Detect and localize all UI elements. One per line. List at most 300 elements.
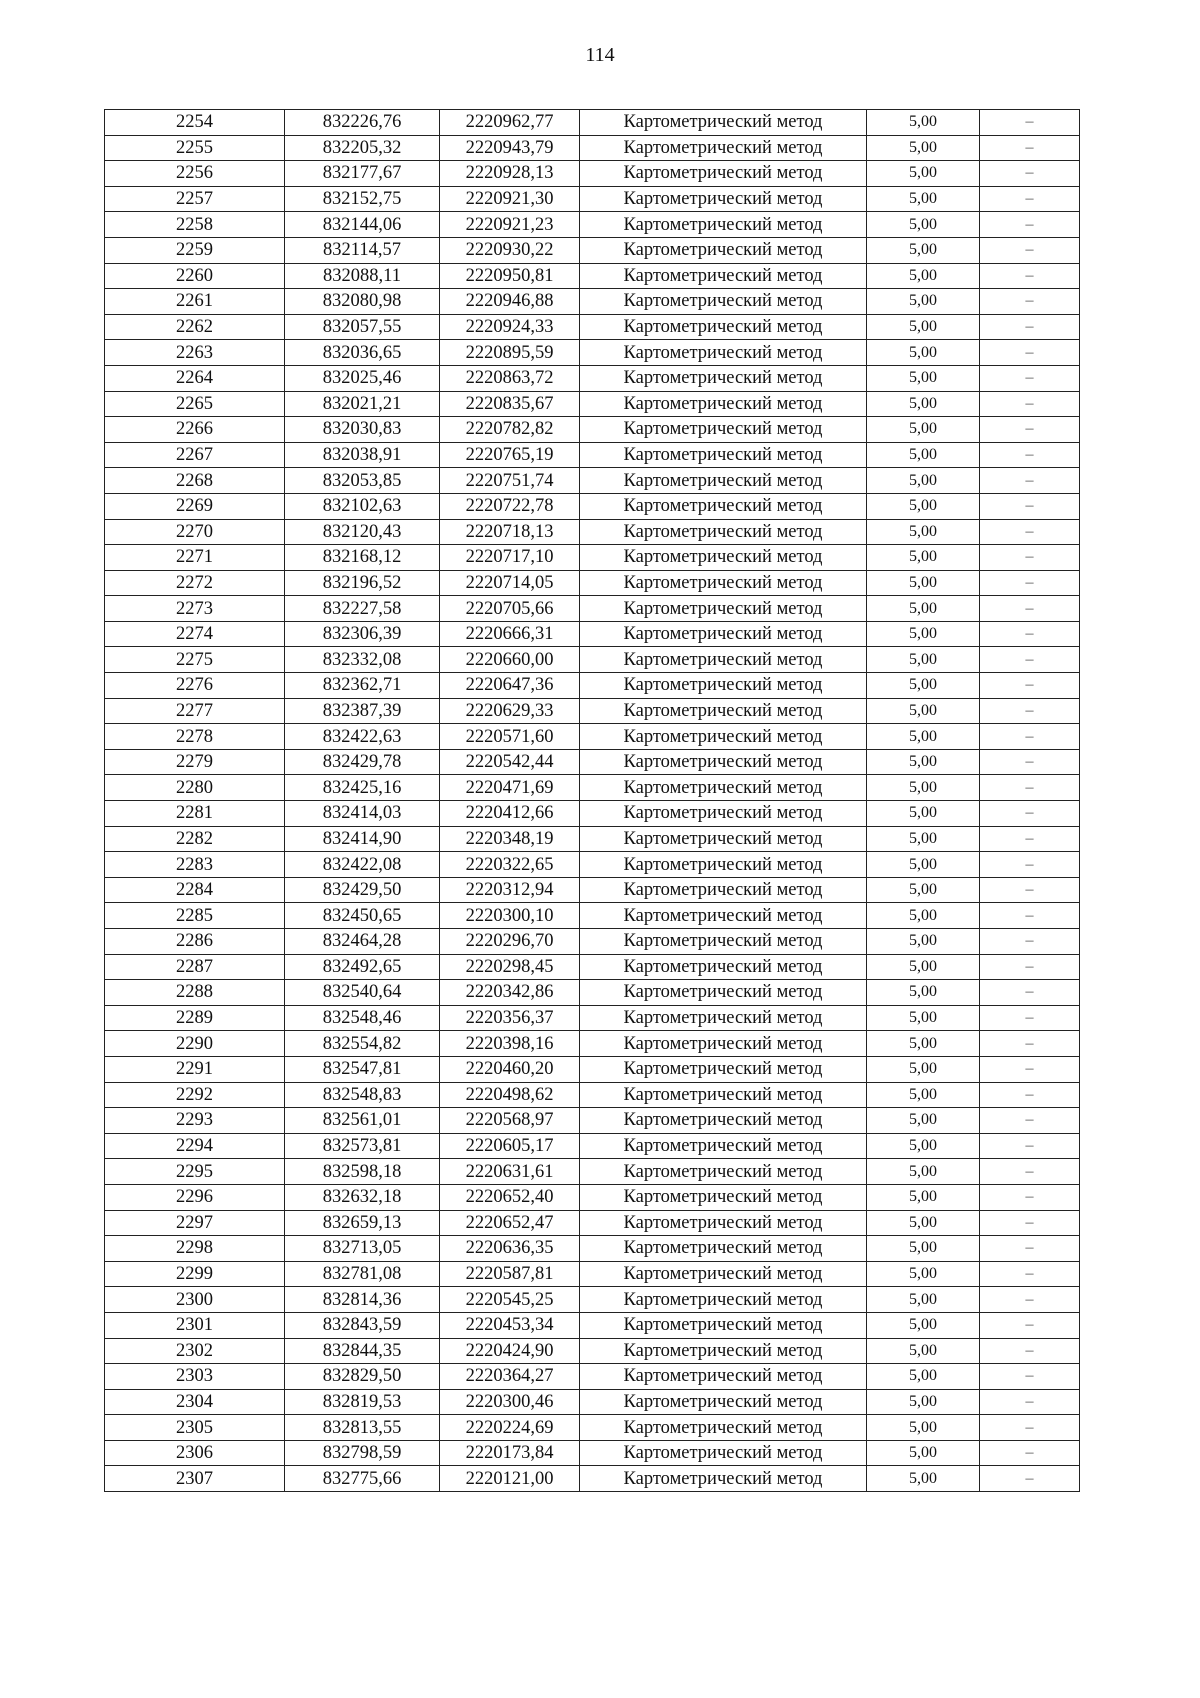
point-number-cell: 2286 xyxy=(105,929,285,955)
point-number-cell: 2256 xyxy=(105,161,285,187)
description-cell: – xyxy=(980,365,1080,391)
table-row xyxy=(105,724,1080,750)
description-cell: – xyxy=(980,135,1080,161)
coordinates-table-body xyxy=(105,110,1080,1492)
point-number-cell: 2293 xyxy=(105,1108,285,1134)
table-row xyxy=(105,621,1080,647)
y-coordinate-cell: 2220296,70 xyxy=(440,929,580,955)
accuracy-cell: 5,00 xyxy=(867,1159,980,1185)
y-coordinate-cell: 2220568,97 xyxy=(440,1108,580,1134)
y-coordinate-cell: 2220605,17 xyxy=(440,1133,580,1159)
x-coordinate-cell: 832088,11 xyxy=(285,263,440,289)
point-number-cell: 2299 xyxy=(105,1261,285,1287)
table-row xyxy=(105,1005,1080,1031)
table-row xyxy=(105,1389,1080,1415)
y-coordinate-cell: 2220629,33 xyxy=(440,698,580,724)
x-coordinate-cell: 832080,98 xyxy=(285,289,440,315)
table-row xyxy=(105,698,1080,724)
accuracy-cell: 5,00 xyxy=(867,314,980,340)
point-number-cell: 2285 xyxy=(105,903,285,929)
x-coordinate-cell: 832819,53 xyxy=(285,1389,440,1415)
x-coordinate-cell: 832813,55 xyxy=(285,1415,440,1441)
description-cell: – xyxy=(980,1287,1080,1313)
point-number-cell: 2302 xyxy=(105,1338,285,1364)
method-cell: Картометрический метод xyxy=(580,1031,867,1057)
description-cell: – xyxy=(980,621,1080,647)
accuracy-cell: 5,00 xyxy=(867,929,980,955)
accuracy-cell: 5,00 xyxy=(867,1108,980,1134)
y-coordinate-cell: 2220705,66 xyxy=(440,596,580,622)
description-cell: – xyxy=(980,749,1080,775)
page-number: 114 xyxy=(585,44,615,66)
description-cell: – xyxy=(980,110,1080,136)
point-number-cell: 2297 xyxy=(105,1210,285,1236)
x-coordinate-cell: 832548,83 xyxy=(285,1082,440,1108)
accuracy-cell: 5,00 xyxy=(867,237,980,263)
description-cell: – xyxy=(980,570,1080,596)
method-cell: Картометрический метод xyxy=(580,314,867,340)
table-row xyxy=(105,545,1080,571)
method-cell: Картометрический метод xyxy=(580,1415,867,1441)
y-coordinate-cell: 2220364,27 xyxy=(440,1364,580,1390)
y-coordinate-cell: 2220835,67 xyxy=(440,391,580,417)
table-row xyxy=(105,135,1080,161)
x-coordinate-cell: 832843,59 xyxy=(285,1312,440,1338)
description-cell: – xyxy=(980,1108,1080,1134)
accuracy-cell: 5,00 xyxy=(867,596,980,622)
accuracy-cell: 5,00 xyxy=(867,493,980,519)
y-coordinate-cell: 2220300,46 xyxy=(440,1389,580,1415)
point-number-cell: 2287 xyxy=(105,954,285,980)
table-row xyxy=(105,519,1080,545)
table-row xyxy=(105,852,1080,878)
x-coordinate-cell: 832414,90 xyxy=(285,826,440,852)
point-number-cell: 2295 xyxy=(105,1159,285,1185)
method-cell: Картометрический метод xyxy=(580,852,867,878)
table-row xyxy=(105,1108,1080,1134)
x-coordinate-cell: 832492,65 xyxy=(285,954,440,980)
method-cell: Картометрический метод xyxy=(580,212,867,238)
table-row xyxy=(105,161,1080,187)
accuracy-cell: 5,00 xyxy=(867,1287,980,1313)
method-cell: Картометрический метод xyxy=(580,289,867,315)
table-row xyxy=(105,1056,1080,1082)
description-cell: – xyxy=(980,314,1080,340)
point-number-cell: 2275 xyxy=(105,647,285,673)
y-coordinate-cell: 2220322,65 xyxy=(440,852,580,878)
method-cell: Картометрический метод xyxy=(580,801,867,827)
y-coordinate-cell: 2220312,94 xyxy=(440,877,580,903)
description-cell: – xyxy=(980,1210,1080,1236)
point-number-cell: 2294 xyxy=(105,1133,285,1159)
y-coordinate-cell: 2220498,62 xyxy=(440,1082,580,1108)
point-number-cell: 2260 xyxy=(105,263,285,289)
table-row xyxy=(105,647,1080,673)
description-cell: – xyxy=(980,1466,1080,1492)
x-coordinate-cell: 832168,12 xyxy=(285,545,440,571)
method-cell: Картометрический метод xyxy=(580,417,867,443)
description-cell: – xyxy=(980,442,1080,468)
x-coordinate-cell: 832547,81 xyxy=(285,1056,440,1082)
method-cell: Картометрический метод xyxy=(580,1210,867,1236)
point-number-cell: 2255 xyxy=(105,135,285,161)
table-row xyxy=(105,1287,1080,1313)
x-coordinate-cell: 832422,08 xyxy=(285,852,440,878)
y-coordinate-cell: 2220224,69 xyxy=(440,1415,580,1441)
accuracy-cell: 5,00 xyxy=(867,442,980,468)
table-row xyxy=(105,493,1080,519)
x-coordinate-cell: 832632,18 xyxy=(285,1184,440,1210)
method-cell: Картометрический метод xyxy=(580,340,867,366)
table-row xyxy=(105,110,1080,136)
y-coordinate-cell: 2220300,10 xyxy=(440,903,580,929)
description-cell: – xyxy=(980,826,1080,852)
x-coordinate-cell: 832814,36 xyxy=(285,1287,440,1313)
y-coordinate-cell: 2220542,44 xyxy=(440,749,580,775)
table-row xyxy=(105,1159,1080,1185)
method-cell: Картометрический метод xyxy=(580,1133,867,1159)
x-coordinate-cell: 832598,18 xyxy=(285,1159,440,1185)
y-coordinate-cell: 2220348,19 xyxy=(440,826,580,852)
description-cell: – xyxy=(980,161,1080,187)
y-coordinate-cell: 2220587,81 xyxy=(440,1261,580,1287)
method-cell: Картометрический метод xyxy=(580,493,867,519)
description-cell: – xyxy=(980,647,1080,673)
x-coordinate-cell: 832844,35 xyxy=(285,1338,440,1364)
method-cell: Картометрический метод xyxy=(580,468,867,494)
y-coordinate-cell: 2220718,13 xyxy=(440,519,580,545)
point-number-cell: 2263 xyxy=(105,340,285,366)
y-coordinate-cell: 2220424,90 xyxy=(440,1338,580,1364)
method-cell: Картометрический метод xyxy=(580,1338,867,1364)
x-coordinate-cell: 832775,66 xyxy=(285,1466,440,1492)
method-cell: Картометрический метод xyxy=(580,826,867,852)
accuracy-cell: 5,00 xyxy=(867,1338,980,1364)
accuracy-cell: 5,00 xyxy=(867,1261,980,1287)
description-cell: – xyxy=(980,263,1080,289)
point-number-cell: 2266 xyxy=(105,417,285,443)
description-cell: – xyxy=(980,1184,1080,1210)
description-cell: – xyxy=(980,1133,1080,1159)
x-coordinate-cell: 832030,83 xyxy=(285,417,440,443)
description-cell: – xyxy=(980,1312,1080,1338)
description-cell: – xyxy=(980,1364,1080,1390)
table-row xyxy=(105,1415,1080,1441)
method-cell: Картометрический метод xyxy=(580,724,867,750)
point-number-cell: 2278 xyxy=(105,724,285,750)
x-coordinate-cell: 832227,58 xyxy=(285,596,440,622)
x-coordinate-cell: 832120,43 xyxy=(285,519,440,545)
accuracy-cell: 5,00 xyxy=(867,903,980,929)
x-coordinate-cell: 832025,46 xyxy=(285,365,440,391)
table-row xyxy=(105,749,1080,775)
description-cell: – xyxy=(980,340,1080,366)
table-row xyxy=(105,1312,1080,1338)
accuracy-cell: 5,00 xyxy=(867,186,980,212)
accuracy-cell: 5,00 xyxy=(867,545,980,571)
description-cell: – xyxy=(980,1440,1080,1466)
table-row xyxy=(105,1133,1080,1159)
point-number-cell: 2291 xyxy=(105,1056,285,1082)
point-number-cell: 2257 xyxy=(105,186,285,212)
y-coordinate-cell: 2220121,00 xyxy=(440,1466,580,1492)
description-cell: – xyxy=(980,852,1080,878)
table-row xyxy=(105,929,1080,955)
accuracy-cell: 5,00 xyxy=(867,161,980,187)
method-cell: Картометрический метод xyxy=(580,903,867,929)
x-coordinate-cell: 832362,71 xyxy=(285,673,440,699)
point-number-cell: 2271 xyxy=(105,545,285,571)
table-row xyxy=(105,1261,1080,1287)
point-number-cell: 2284 xyxy=(105,877,285,903)
y-coordinate-cell: 2220930,22 xyxy=(440,237,580,263)
accuracy-cell: 5,00 xyxy=(867,749,980,775)
point-number-cell: 2269 xyxy=(105,493,285,519)
table-row xyxy=(105,186,1080,212)
y-coordinate-cell: 2220666,31 xyxy=(440,621,580,647)
method-cell: Картометрический метод xyxy=(580,1108,867,1134)
x-coordinate-cell: 832144,06 xyxy=(285,212,440,238)
accuracy-cell: 5,00 xyxy=(867,1210,980,1236)
y-coordinate-cell: 2220647,36 xyxy=(440,673,580,699)
table-row xyxy=(105,263,1080,289)
y-coordinate-cell: 2220173,84 xyxy=(440,1440,580,1466)
description-cell: – xyxy=(980,1236,1080,1262)
accuracy-cell: 5,00 xyxy=(867,673,980,699)
method-cell: Картометрический метод xyxy=(580,263,867,289)
y-coordinate-cell: 2220722,78 xyxy=(440,493,580,519)
description-cell: – xyxy=(980,417,1080,443)
point-number-cell: 2270 xyxy=(105,519,285,545)
description-cell: – xyxy=(980,1031,1080,1057)
description-cell: – xyxy=(980,877,1080,903)
x-coordinate-cell: 832036,65 xyxy=(285,340,440,366)
table-row xyxy=(105,1031,1080,1057)
y-coordinate-cell: 2220863,72 xyxy=(440,365,580,391)
point-number-cell: 2290 xyxy=(105,1031,285,1057)
point-number-cell: 2273 xyxy=(105,596,285,622)
x-coordinate-cell: 832713,05 xyxy=(285,1236,440,1262)
accuracy-cell: 5,00 xyxy=(867,1056,980,1082)
description-cell: – xyxy=(980,954,1080,980)
table-row xyxy=(105,442,1080,468)
description-cell: – xyxy=(980,673,1080,699)
x-coordinate-cell: 832540,64 xyxy=(285,980,440,1006)
accuracy-cell: 5,00 xyxy=(867,417,980,443)
point-number-cell: 2283 xyxy=(105,852,285,878)
method-cell: Картометрический метод xyxy=(580,929,867,955)
method-cell: Картометрический метод xyxy=(580,545,867,571)
method-cell: Картометрический метод xyxy=(580,621,867,647)
point-number-cell: 2262 xyxy=(105,314,285,340)
x-coordinate-cell: 832177,67 xyxy=(285,161,440,187)
method-cell: Картометрический метод xyxy=(580,877,867,903)
x-coordinate-cell: 832196,52 xyxy=(285,570,440,596)
method-cell: Картометрический метод xyxy=(580,365,867,391)
y-coordinate-cell: 2220928,13 xyxy=(440,161,580,187)
point-number-cell: 2281 xyxy=(105,801,285,827)
description-cell: – xyxy=(980,493,1080,519)
method-cell: Картометрический метод xyxy=(580,698,867,724)
accuracy-cell: 5,00 xyxy=(867,135,980,161)
accuracy-cell: 5,00 xyxy=(867,1389,980,1415)
method-cell: Картометрический метод xyxy=(580,954,867,980)
description-cell: – xyxy=(980,237,1080,263)
y-coordinate-cell: 2220921,30 xyxy=(440,186,580,212)
y-coordinate-cell: 2220631,61 xyxy=(440,1159,580,1185)
x-coordinate-cell: 832429,78 xyxy=(285,749,440,775)
accuracy-cell: 5,00 xyxy=(867,621,980,647)
method-cell: Картометрический метод xyxy=(580,1082,867,1108)
y-coordinate-cell: 2220765,19 xyxy=(440,442,580,468)
point-number-cell: 2298 xyxy=(105,1236,285,1262)
table-row xyxy=(105,1082,1080,1108)
point-number-cell: 2282 xyxy=(105,826,285,852)
method-cell: Картометрический метод xyxy=(580,110,867,136)
accuracy-cell: 5,00 xyxy=(867,212,980,238)
method-cell: Картометрический метод xyxy=(580,1261,867,1287)
accuracy-cell: 5,00 xyxy=(867,263,980,289)
y-coordinate-cell: 2220460,20 xyxy=(440,1056,580,1082)
point-number-cell: 2254 xyxy=(105,110,285,136)
table-row xyxy=(105,801,1080,827)
x-coordinate-cell: 832464,28 xyxy=(285,929,440,955)
point-number-cell: 2258 xyxy=(105,212,285,238)
y-coordinate-cell: 2220398,16 xyxy=(440,1031,580,1057)
description-cell: – xyxy=(980,1082,1080,1108)
table-row xyxy=(105,365,1080,391)
method-cell: Картометрический метод xyxy=(580,647,867,673)
table-row xyxy=(105,1440,1080,1466)
accuracy-cell: 5,00 xyxy=(867,980,980,1006)
x-coordinate-cell: 832422,63 xyxy=(285,724,440,750)
point-number-cell: 2274 xyxy=(105,621,285,647)
x-coordinate-cell: 832659,13 xyxy=(285,1210,440,1236)
y-coordinate-cell: 2220943,79 xyxy=(440,135,580,161)
method-cell: Картометрический метод xyxy=(580,673,867,699)
accuracy-cell: 5,00 xyxy=(867,1466,980,1492)
accuracy-cell: 5,00 xyxy=(867,801,980,827)
accuracy-cell: 5,00 xyxy=(867,954,980,980)
method-cell: Картометрический метод xyxy=(580,1312,867,1338)
point-number-cell: 2276 xyxy=(105,673,285,699)
accuracy-cell: 5,00 xyxy=(867,289,980,315)
method-cell: Картометрический метод xyxy=(580,570,867,596)
x-coordinate-cell: 832205,32 xyxy=(285,135,440,161)
accuracy-cell: 5,00 xyxy=(867,775,980,801)
table-row xyxy=(105,391,1080,417)
method-cell: Картометрический метод xyxy=(580,596,867,622)
x-coordinate-cell: 832548,46 xyxy=(285,1005,440,1031)
y-coordinate-cell: 2220895,59 xyxy=(440,340,580,366)
x-coordinate-cell: 832226,76 xyxy=(285,110,440,136)
table-row xyxy=(105,826,1080,852)
description-cell: – xyxy=(980,801,1080,827)
y-coordinate-cell: 2220924,33 xyxy=(440,314,580,340)
y-coordinate-cell: 2220962,77 xyxy=(440,110,580,136)
accuracy-cell: 5,00 xyxy=(867,698,980,724)
point-number-cell: 2306 xyxy=(105,1440,285,1466)
method-cell: Картометрический метод xyxy=(580,391,867,417)
x-coordinate-cell: 832561,01 xyxy=(285,1108,440,1134)
y-coordinate-cell: 2220356,37 xyxy=(440,1005,580,1031)
y-coordinate-cell: 2220782,82 xyxy=(440,417,580,443)
accuracy-cell: 5,00 xyxy=(867,877,980,903)
y-coordinate-cell: 2220921,23 xyxy=(440,212,580,238)
point-number-cell: 2300 xyxy=(105,1287,285,1313)
y-coordinate-cell: 2220636,35 xyxy=(440,1236,580,1262)
point-number-cell: 2296 xyxy=(105,1184,285,1210)
table-row xyxy=(105,570,1080,596)
point-number-cell: 2280 xyxy=(105,775,285,801)
accuracy-cell: 5,00 xyxy=(867,852,980,878)
point-number-cell: 2259 xyxy=(105,237,285,263)
point-number-cell: 2289 xyxy=(105,1005,285,1031)
point-number-cell: 2288 xyxy=(105,980,285,1006)
y-coordinate-cell: 2220660,00 xyxy=(440,647,580,673)
table-row xyxy=(105,980,1080,1006)
method-cell: Картометрический метод xyxy=(580,519,867,545)
table-row xyxy=(105,1210,1080,1236)
point-number-cell: 2304 xyxy=(105,1389,285,1415)
point-number-cell: 2268 xyxy=(105,468,285,494)
point-number-cell: 2264 xyxy=(105,365,285,391)
accuracy-cell: 5,00 xyxy=(867,391,980,417)
x-coordinate-cell: 832414,03 xyxy=(285,801,440,827)
description-cell: – xyxy=(980,1389,1080,1415)
x-coordinate-cell: 832152,75 xyxy=(285,186,440,212)
table-row xyxy=(105,212,1080,238)
y-coordinate-cell: 2220571,60 xyxy=(440,724,580,750)
x-coordinate-cell: 832332,08 xyxy=(285,647,440,673)
table-row xyxy=(105,314,1080,340)
table-row xyxy=(105,877,1080,903)
description-cell: – xyxy=(980,519,1080,545)
description-cell: – xyxy=(980,391,1080,417)
table-row xyxy=(105,903,1080,929)
description-cell: – xyxy=(980,186,1080,212)
point-number-cell: 2303 xyxy=(105,1364,285,1390)
x-coordinate-cell: 832829,50 xyxy=(285,1364,440,1390)
description-cell: – xyxy=(980,1415,1080,1441)
accuracy-cell: 5,00 xyxy=(867,1082,980,1108)
accuracy-cell: 5,00 xyxy=(867,1440,980,1466)
x-coordinate-cell: 832114,57 xyxy=(285,237,440,263)
method-cell: Картометрический метод xyxy=(580,237,867,263)
description-cell: – xyxy=(980,698,1080,724)
table-row xyxy=(105,954,1080,980)
y-coordinate-cell: 2220717,10 xyxy=(440,545,580,571)
accuracy-cell: 5,00 xyxy=(867,468,980,494)
x-coordinate-cell: 832450,65 xyxy=(285,903,440,929)
y-coordinate-cell: 2220946,88 xyxy=(440,289,580,315)
point-number-cell: 2261 xyxy=(105,289,285,315)
description-cell: – xyxy=(980,929,1080,955)
y-coordinate-cell: 2220714,05 xyxy=(440,570,580,596)
description-cell: – xyxy=(980,289,1080,315)
accuracy-cell: 5,00 xyxy=(867,1031,980,1057)
method-cell: Картометрический метод xyxy=(580,980,867,1006)
y-coordinate-cell: 2220342,86 xyxy=(440,980,580,1006)
method-cell: Картометрический метод xyxy=(580,1466,867,1492)
accuracy-cell: 5,00 xyxy=(867,1312,980,1338)
accuracy-cell: 5,00 xyxy=(867,1364,980,1390)
description-cell: – xyxy=(980,1056,1080,1082)
x-coordinate-cell: 832306,39 xyxy=(285,621,440,647)
y-coordinate-cell: 2220412,66 xyxy=(440,801,580,827)
accuracy-cell: 5,00 xyxy=(867,1236,980,1262)
point-number-cell: 2265 xyxy=(105,391,285,417)
